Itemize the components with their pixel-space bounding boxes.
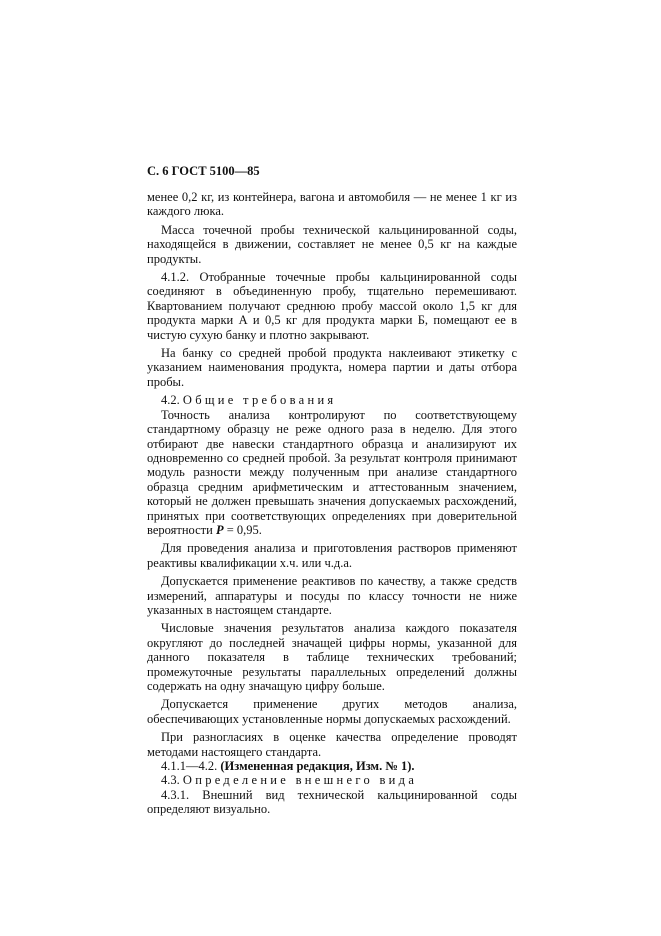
page-header: С. 6 ГОСТ 5100—85	[147, 164, 260, 178]
paragraph-accuracy-end: = 0,95.	[223, 522, 262, 537]
document-page	[147, 164, 517, 817]
paragraph-reagents: Для проведения анализа и приготовления растворов применяют реактивы квалификации х.ч. или ч.д.а.	[147, 541, 517, 570]
edit-note-text: (Измененная редакция, Изм. № 1).	[220, 759, 415, 774]
section-4-2-heading	[147, 393, 517, 407]
paragraph-rounding: Числовые значения результатов анализа каждого показателя округляют до последней значащей цифры нормы, указанной для данного показателя в таблице технических требований; промежуточные результаты параллельных определений должны содержать на одну значащую цифру больше.	[147, 621, 517, 693]
edit-note	[147, 759, 517, 773]
paragraph-4-1-2: 4.1.2. Отобранные точечные пробы кальцинированной соды соединяют в объединенную пробу, тщательно перемешивают. Квартованием получают среднюю пробу массой около 1,5 кг для продукта марки А и 0,5 кг для продукта марки Б, помещают ее в чистую сухую банку и плотно закрывают.	[147, 270, 517, 342]
paragraph-accuracy-text: Точность анализа контролируют по соответствующему стандартному образцу не реже одного раза в неделю. Для этого отбирают две навески стандартного образца и анализируют их одновременно со средней пробой. За результат контроля принимают модуль разности между полученным при анализе стандартного образца средним арифметическим и аттестованным значением, который не должен превышать значения допускаемых расхождений, принятых при соответствующих определениях при доверительной вероятности	[147, 407, 517, 537]
edit-note-range: 4.1.1—4.2.	[161, 759, 218, 774]
section-4-3-heading	[147, 773, 517, 787]
paragraph-disputes: При разногласиях в оценке качества определение проводят методами настоящего стандарта.	[147, 730, 517, 759]
paragraph-other-methods: Допускается применение других методов анализа, обеспечивающих установленные нормы допускаемых расхождений.	[147, 697, 517, 726]
section-number: 4.3.	[161, 773, 180, 788]
paragraph-label: На банку со средней пробой продукта наклеивают этикетку с указанием наименования продукта, номера партии и даты отбора пробы.	[147, 346, 517, 389]
paragraph-sample-mass-end: менее 0,2 кг, из контейнера, вагона и автомобиля — не менее 1 кг из каждого люка.	[147, 190, 517, 219]
section-title: Общие требования	[182, 393, 337, 408]
section-title: Определение внешнего вида	[182, 773, 418, 788]
section-number: 4.2.	[161, 393, 180, 408]
variable-p: P	[215, 522, 224, 537]
paragraph-reagents-allowed: Допускается применение реактивов по качеству, а также средств измерений, аппаратуры и посуды по классу точности не ниже указанных в настоящем стандарте.	[147, 574, 517, 617]
paragraph-4-3-1: 4.3.1. Внешний вид технической кальцинированной соды определяют визуально.	[147, 787, 517, 817]
paragraph-moving-sample: Масса точечной пробы технической кальцинированной соды, находящейся в движении, составляет не менее 0,5 кг на каждые продукты.	[147, 222, 517, 266]
paragraph-accuracy	[147, 408, 517, 538]
